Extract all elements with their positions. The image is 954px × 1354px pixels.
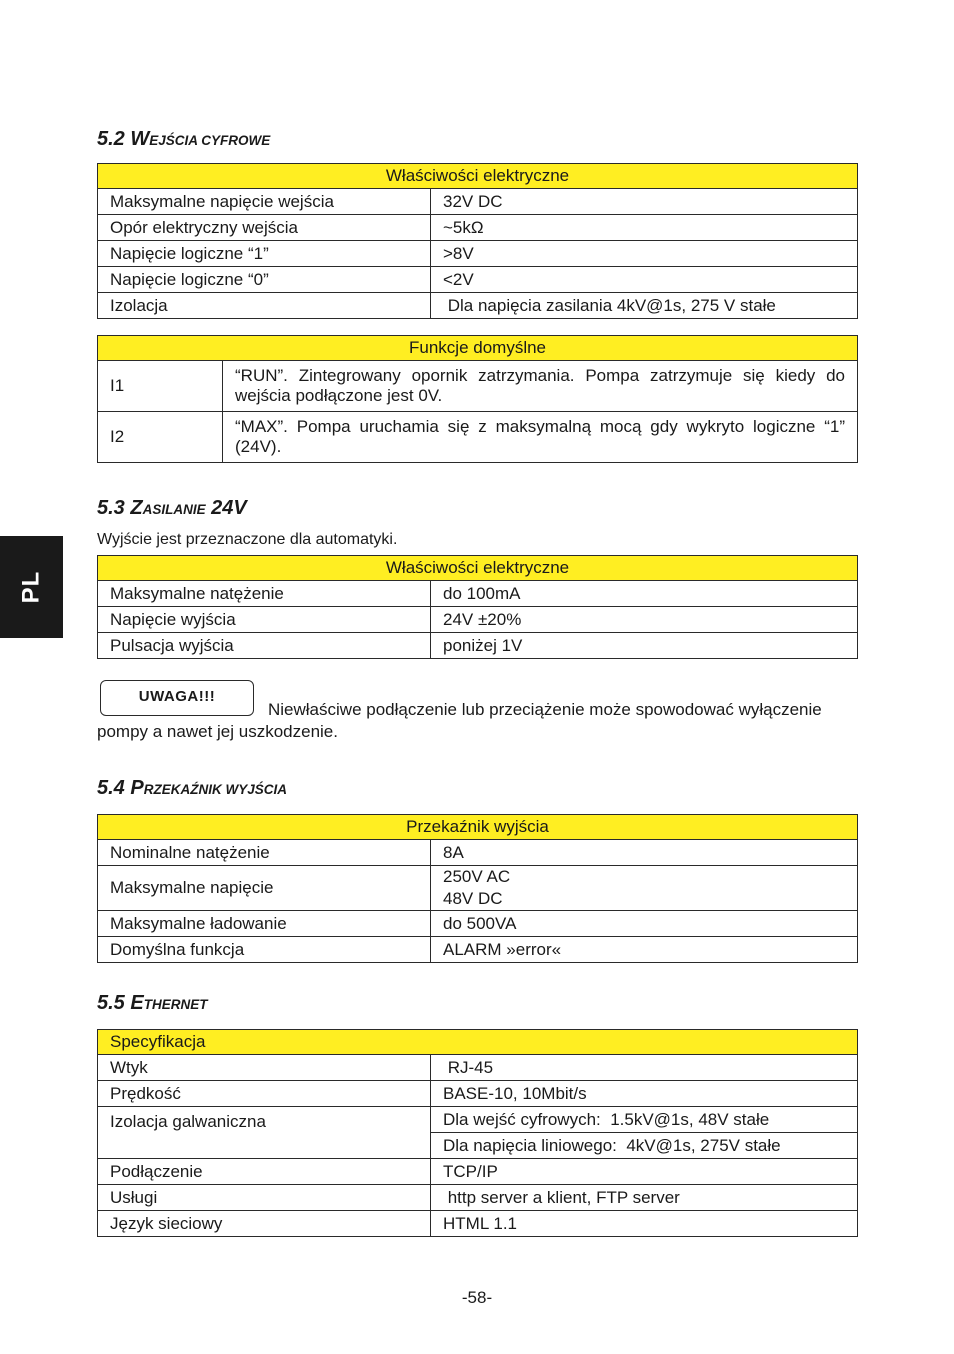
table-header: Właściwości elektryczne bbox=[98, 556, 858, 581]
row-value: HTML 1.1 bbox=[431, 1211, 858, 1237]
row-value: >8V bbox=[431, 241, 858, 267]
row-label: Pulsacja wyjścia bbox=[98, 633, 431, 659]
warning-badge-label: UWAGA!!! bbox=[138, 688, 216, 705]
row-value: do 100mA bbox=[431, 581, 858, 607]
section-heading-5-2 bbox=[97, 128, 270, 151]
row-label: Prędkość bbox=[98, 1081, 431, 1107]
row-label: Usługi bbox=[98, 1185, 431, 1211]
row-value: 24V ±20% bbox=[431, 607, 858, 633]
row-value: http server a klient, FTP server bbox=[431, 1185, 858, 1211]
table-header: Specyfikacja bbox=[98, 1030, 858, 1055]
section-number: 5.5 bbox=[97, 992, 125, 1014]
row-value: ~5kΩ bbox=[431, 215, 858, 241]
section-heading-5-3 bbox=[97, 497, 247, 520]
warning-text-line2: pompy a nawet jej uszkodzenie. bbox=[97, 722, 338, 741]
row-value: 8A bbox=[431, 840, 858, 866]
relay-output-table bbox=[97, 814, 858, 963]
table-row bbox=[98, 267, 858, 293]
row-value-line: 48V DC bbox=[443, 889, 503, 908]
row-label: Napięcie logiczne “0” bbox=[98, 267, 431, 293]
table-row bbox=[98, 1107, 858, 1133]
row-value-line: 250V AC bbox=[443, 867, 511, 886]
table-row bbox=[98, 607, 858, 633]
row-label: Opór elektryczny wejścia bbox=[98, 215, 431, 241]
ethernet-spec-table bbox=[97, 1029, 858, 1237]
row-label: Maksymalne natężenie bbox=[98, 581, 431, 607]
row-label: Maksymalne napięcie wejścia bbox=[98, 189, 431, 215]
table-header: Przekaźnik wyjścia bbox=[98, 815, 858, 840]
section-heading-5-4 bbox=[97, 777, 287, 800]
section-title-initial: W bbox=[130, 128, 150, 150]
table-header: Właściwości elektryczne bbox=[98, 164, 858, 189]
row-label: Napięcie wyjścia bbox=[98, 607, 431, 633]
row-value: Dla wejść cyfrowych: 1.5kV@1s, 48V stałe bbox=[431, 1107, 858, 1133]
table-row bbox=[98, 293, 858, 319]
row-value: 32V DC bbox=[431, 189, 858, 215]
section-title-rest: RZEKAŹNIK WYJŚCIA bbox=[143, 782, 287, 797]
row-label: Napięcie logiczne “1” bbox=[98, 241, 431, 267]
table-row bbox=[98, 1211, 858, 1237]
digital-inputs-electrical-table bbox=[97, 163, 858, 319]
table-row bbox=[98, 840, 858, 866]
table-row bbox=[98, 937, 858, 963]
section-title-rest: EJŚCIA CYFROWE bbox=[149, 133, 271, 148]
row-label: Izolacja galwaniczna bbox=[98, 1107, 431, 1159]
row-label: Podłączenie bbox=[98, 1159, 431, 1185]
section-number: 5.3 bbox=[97, 497, 125, 519]
row-value: poniżej 1V bbox=[431, 633, 858, 659]
power-supply-electrical-table bbox=[97, 555, 858, 659]
table-row bbox=[98, 866, 858, 911]
table-row bbox=[98, 581, 858, 607]
digital-inputs-defaults-table bbox=[97, 335, 858, 463]
row-value: TCP/IP bbox=[431, 1159, 858, 1185]
row-value: <2V bbox=[431, 267, 858, 293]
row-label: Maksymalne napięcie bbox=[98, 866, 431, 911]
row-label: I1 bbox=[98, 361, 223, 412]
table-row bbox=[98, 241, 858, 267]
row-value: Dla napięcia zasilania 4kV@1s, 275 V stałe bbox=[431, 293, 858, 319]
row-value: BASE-10, 10Mbit/s bbox=[431, 1081, 858, 1107]
row-label: I2 bbox=[98, 412, 223, 463]
row-value bbox=[431, 866, 858, 911]
section-title-rest: THERNET bbox=[143, 997, 208, 1012]
row-value: “MAX”. Pompa uruchamia się z maksymalną mocą gdy wykryto logiczne “1” (24V). bbox=[223, 412, 858, 463]
row-value: Dla napięcia liniowego: 4kV@1s, 275V stałe bbox=[431, 1133, 858, 1159]
table-row bbox=[98, 633, 858, 659]
table-row bbox=[98, 361, 858, 412]
language-tab bbox=[0, 536, 63, 638]
section-intro-text: Wyjście jest przeznaczone dla automatyki. bbox=[97, 531, 398, 548]
section-title-suffix: 24V bbox=[211, 497, 247, 519]
row-label: Izolacja bbox=[98, 293, 431, 319]
row-value: do 500VA bbox=[431, 911, 858, 937]
table-row bbox=[98, 215, 858, 241]
table-row bbox=[98, 412, 858, 463]
row-value: “RUN”. Zintegrowany opornik zatrzymania. Pompa zatrzymuje się kiedy do wejścia podłączone jest 0V. bbox=[223, 361, 858, 412]
table-row bbox=[98, 189, 858, 215]
row-label: Nominalne natężenie bbox=[98, 840, 431, 866]
table-header: Funkcje domyślne bbox=[98, 336, 858, 361]
section-heading-5-5 bbox=[97, 992, 207, 1015]
warning-badge bbox=[100, 680, 254, 716]
row-value: ALARM »error« bbox=[431, 937, 858, 963]
table-row bbox=[98, 911, 858, 937]
row-value: RJ-45 bbox=[431, 1055, 858, 1081]
page-number: -58- bbox=[461, 1288, 493, 1307]
section-number: 5.4 bbox=[97, 777, 125, 799]
section-title-initial: Z bbox=[130, 497, 143, 519]
row-label: Wtyk bbox=[98, 1055, 431, 1081]
row-label: Maksymalne ładowanie bbox=[98, 911, 431, 937]
table-row bbox=[98, 1081, 858, 1107]
language-tab-label: PL bbox=[17, 570, 45, 604]
section-title-initial: P bbox=[130, 777, 144, 799]
warning-text-line1: Niewłaściwe podłączenie lub przeciążenie może spowodować wyłączenie bbox=[268, 700, 822, 719]
section-number: 5.2 bbox=[97, 128, 125, 150]
table-row bbox=[98, 1055, 858, 1081]
section-title-rest: ASILANIE bbox=[142, 502, 206, 517]
table-row bbox=[98, 1159, 858, 1185]
section-title-initial: E bbox=[130, 992, 144, 1014]
row-label: Język sieciowy bbox=[98, 1211, 431, 1237]
table-row bbox=[98, 1185, 858, 1211]
row-label: Domyślna funkcja bbox=[98, 937, 431, 963]
